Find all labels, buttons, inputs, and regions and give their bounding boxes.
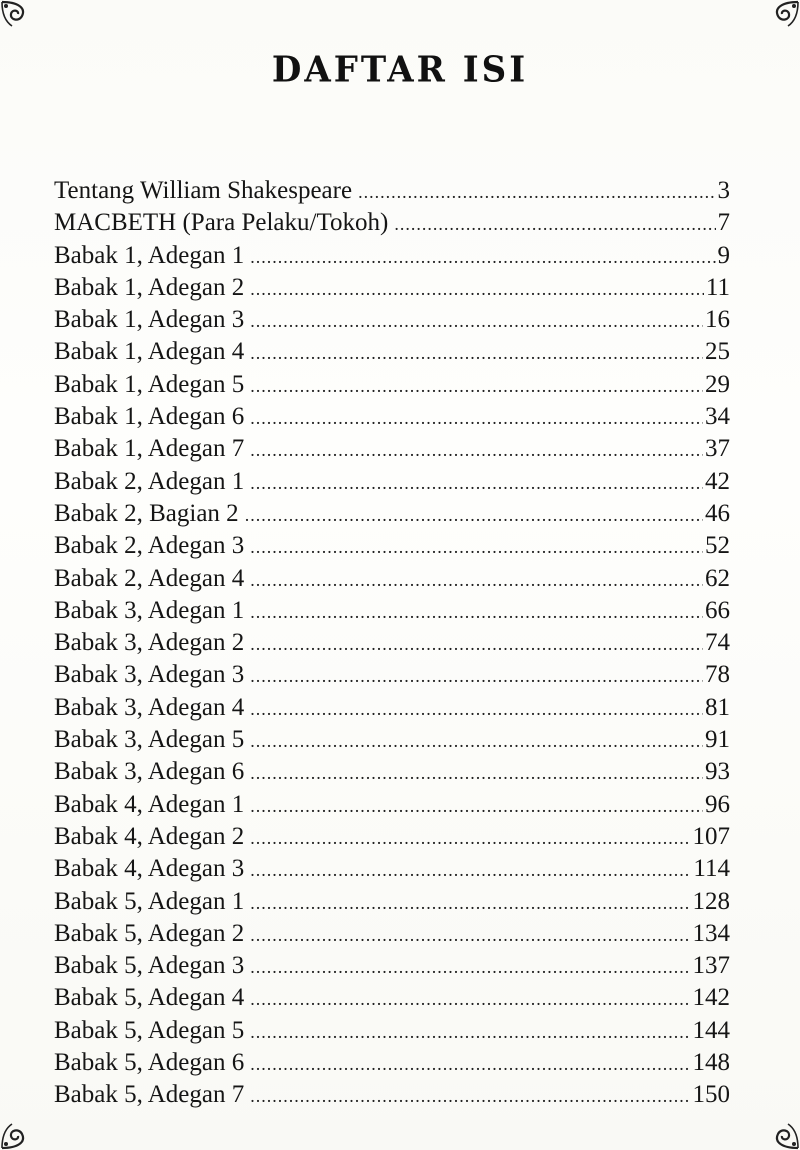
toc-entry	[54, 207, 730, 239]
dot-leader	[250, 919, 690, 951]
dot-leader	[250, 951, 690, 983]
toc-entry	[54, 530, 730, 562]
dot-leader	[250, 854, 691, 886]
toc-entry	[54, 789, 730, 821]
dot-leader	[250, 725, 703, 757]
toc-entry	[54, 853, 730, 885]
dot-leader	[245, 499, 703, 531]
toc-entry-label: Babak 3, Adegan 6	[54, 758, 245, 786]
toc-entry-page-number: 16	[705, 306, 730, 334]
toc-entry-label: Babak 5, Adegan 6	[54, 1049, 245, 1077]
toc-entry-page-number: 66	[705, 596, 730, 624]
toc-entry	[54, 336, 730, 368]
toc-entry-page-number: 42	[705, 467, 730, 495]
toc-entry-label: Babak 1, Adegan 2	[54, 273, 245, 301]
dot-leader	[250, 305, 703, 337]
toc-entry-label: Babak 2, Adegan 3	[54, 532, 245, 560]
toc-entry	[54, 692, 730, 724]
toc-entry-label: Babak 5, Adegan 5	[54, 1016, 245, 1044]
toc-entry	[54, 498, 730, 530]
toc-entry	[54, 466, 730, 498]
toc-entry	[54, 1047, 730, 1079]
toc-entry-label: Babak 1, Adegan 4	[54, 338, 245, 366]
toc-entry-label: Babak 5, Adegan 3	[54, 952, 245, 980]
toc-entry	[54, 950, 730, 982]
toc-entry	[54, 918, 730, 950]
toc-entry-page-number: 52	[705, 532, 730, 560]
dot-leader	[250, 1048, 690, 1080]
table-of-contents	[54, 175, 730, 1112]
dot-leader	[250, 273, 704, 305]
toc-entry-page-number: 144	[692, 1016, 730, 1044]
dot-leader	[250, 1080, 690, 1112]
toc-entry	[54, 272, 730, 304]
toc-entry-label: Babak 1, Adegan 1	[54, 241, 245, 269]
toc-entry	[54, 659, 730, 691]
toc-entry-label: Babak 2, Bagian 2	[54, 499, 239, 527]
dot-leader	[250, 822, 690, 854]
toc-entry-page-number: 107	[692, 822, 730, 850]
toc-entry-page-number: 7	[717, 209, 730, 237]
dot-leader	[250, 434, 703, 466]
toc-entry-page-number: 37	[705, 435, 730, 463]
toc-entry	[54, 756, 730, 788]
toc-entry-label: Babak 4, Adegan 3	[54, 855, 245, 883]
toc-entry-page-number: 9	[717, 241, 730, 269]
dot-leader	[250, 402, 703, 434]
toc-entry-label: Babak 3, Adegan 5	[54, 726, 245, 754]
dot-leader	[250, 887, 690, 919]
toc-entry-page-number: 93	[705, 758, 730, 786]
dot-leader	[250, 337, 703, 369]
toc-entry	[54, 401, 730, 433]
toc-entry-label: Babak 2, Adegan 4	[54, 564, 245, 592]
dot-leader	[250, 596, 703, 628]
toc-entry-page-number: 91	[705, 726, 730, 754]
toc-entry-label: Tentang William Shakespeare	[54, 177, 353, 204]
dot-leader	[250, 370, 703, 402]
toc-entry-label: Babak 5, Adegan 1	[54, 887, 245, 915]
toc-entry	[54, 724, 730, 756]
toc-entry-page-number: 137	[692, 952, 730, 980]
toc-entry	[54, 886, 730, 918]
toc-entry-label: Babak 3, Adegan 4	[54, 693, 245, 721]
toc-entry-page-number: 142	[692, 984, 730, 1012]
dot-leader	[250, 983, 690, 1015]
toc-entry	[54, 982, 730, 1014]
toc-entry	[54, 595, 730, 627]
page-title: DAFTAR ISI	[271, 49, 529, 91]
toc-entry-label: Babak 5, Adegan 2	[54, 919, 245, 947]
dot-leader	[250, 660, 703, 692]
dot-leader	[250, 467, 703, 499]
toc-entry-page-number: 128	[692, 887, 730, 915]
toc-entry-page-number: 114	[693, 855, 730, 883]
dot-leader	[358, 176, 715, 208]
toc-entry-label: Babak 3, Adegan 3	[54, 661, 245, 689]
toc-entry-page-number: 11	[705, 273, 730, 301]
corner-ornament-icon	[752, 0, 800, 40]
dot-leader	[250, 241, 715, 273]
toc-entry-label: Babak 3, Adegan 2	[54, 629, 245, 657]
toc-entry-label: Babak 1, Adegan 7	[54, 435, 245, 463]
toc-entry-page-number: 29	[705, 370, 730, 398]
toc-entry-page-number: 81	[705, 693, 730, 721]
toc-entry-page-number: 78	[705, 661, 730, 689]
toc-entry-label: Babak 5, Adegan 7	[54, 1081, 245, 1109]
toc-entry	[54, 433, 730, 465]
toc-entry	[54, 821, 730, 853]
toc-entry-label: Babak 4, Adegan 1	[54, 790, 245, 818]
toc-entry	[54, 1079, 730, 1111]
dot-leader	[250, 757, 703, 789]
toc-entry	[54, 627, 730, 659]
toc-entry	[54, 240, 730, 272]
toc-entry-label: Babak 1, Adegan 3	[54, 306, 245, 334]
toc-entry-page-number: 96	[705, 790, 730, 818]
toc-entry-label: Babak 5, Adegan 4	[54, 984, 245, 1012]
toc-entry-page-number: 134	[692, 919, 730, 947]
toc-entry-label: Babak 1, Adegan 6	[54, 403, 245, 431]
dot-leader	[394, 208, 715, 240]
corner-ornament-icon	[752, 1110, 800, 1150]
dot-leader	[250, 628, 703, 660]
toc-entry-label: Babak 1, Adegan 5	[54, 370, 245, 398]
toc-entry-label: MACBETH (Para Pelaku/Tokoh)	[54, 209, 389, 237]
corner-ornament-icon	[0, 0, 48, 40]
dot-leader	[250, 564, 703, 596]
toc-entry	[54, 1015, 730, 1047]
dot-leader	[250, 693, 703, 725]
toc-entry	[54, 175, 730, 207]
dot-leader	[250, 531, 703, 563]
toc-entry-page-number: 62	[705, 564, 730, 592]
toc-entry-page-number: 148	[692, 1049, 730, 1077]
toc-entry-page-number: 34	[705, 403, 730, 431]
toc-entry-page-number: 74	[705, 629, 730, 657]
toc-entry-label: Babak 4, Adegan 2	[54, 822, 245, 850]
toc-entry-label: Babak 3, Adegan 1	[54, 596, 245, 624]
toc-entry-page-number: 3	[717, 177, 730, 204]
toc-entry	[54, 304, 730, 336]
dot-leader	[250, 790, 703, 822]
toc-entry-page-number: 25	[705, 338, 730, 366]
corner-ornament-icon	[0, 1110, 48, 1150]
toc-entry-page-number: 150	[692, 1081, 730, 1109]
toc-entry-page-number: 46	[705, 499, 730, 527]
toc-entry-label: Babak 2, Adegan 1	[54, 467, 245, 495]
toc-entry	[54, 563, 730, 595]
dot-leader	[250, 1016, 690, 1048]
toc-entry	[54, 369, 730, 401]
